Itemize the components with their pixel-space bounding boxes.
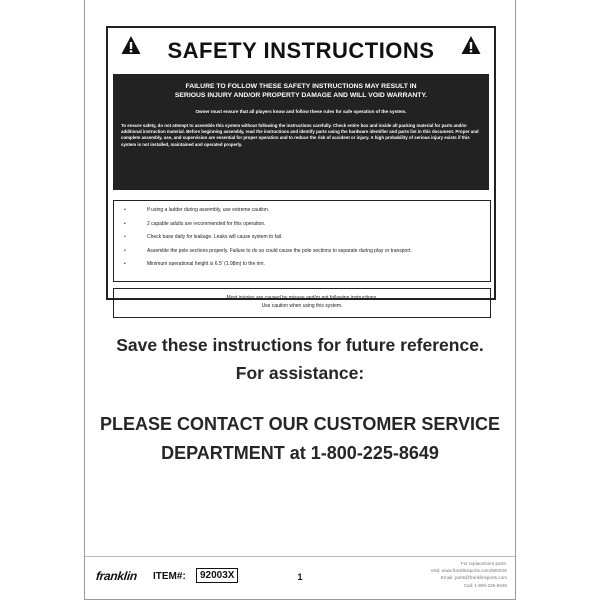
safety-title: SAFETY INSTRUCTIONS	[167, 38, 435, 63]
list-item-text: 2 capable adults are recommended for this operation.	[147, 220, 266, 227]
replacement-parts-info	[430, 560, 507, 589]
list-item-text: If using a ladder during assembly, use extreme caution.	[147, 207, 270, 213]
list-item-text: Check base daily for leakage. Leaks will cause system to fail.	[147, 234, 283, 241]
list-item	[122, 234, 482, 248]
warning-headline-line1: FAILURE TO FOLLOW THESE SAFETY INSTRUCTIONS MAY RESULT IN	[185, 83, 417, 90]
contact-text-line1: PLEASE CONTACT OUR CUSTOMER SERVICE	[99, 414, 501, 434]
contact-text-line2: DEPARTMENT at 1-800-225-8649	[161, 443, 439, 463]
bullet: •	[124, 234, 126, 241]
page-number: 1	[297, 572, 303, 582]
list-item-text: Assemble the pole sections properly. Failure to do so could cause the pole sections to separate during play or transport.	[147, 247, 412, 254]
misuse-note-line2: Use caution when using this system.	[261, 303, 343, 309]
safety-body-paragraph: To ensure safety, do not attempt to assemble this system without following the instructions carefully. Check entire box and inside all packing material for parts and/or additional instruction material. Before beginning assembly, read the instructions and identify parts using the hardware identifier and parts list in this document. Proper and complete assembly, use, and supervision are essential for proper operation and to reduce the risk of accident or injury. A high probability of serious injury exists if this system is not installed, maintained and operated properly.	[121, 123, 479, 147]
bullet: •	[124, 261, 126, 268]
assistance-heading: For assistance:	[235, 363, 365, 383]
save-instructions-text: Save these instructions for future reference.	[116, 335, 484, 355]
list-item	[122, 207, 482, 221]
instruction-page	[84, 0, 516, 600]
warning-headline-line2: SERIOUS INJURY AND/OR PROPERTY DAMAGE AND WILL VOID WARRANTY.	[174, 92, 428, 99]
owner-notice: Owner must ensure that all players know and follow these rules for safe operation of the system.	[195, 109, 407, 114]
franklin-logo: franklin	[95, 569, 138, 583]
bullet: •	[124, 207, 126, 213]
parts-info-line2: Visit: www.franklinsports.com/90003X	[430, 568, 507, 574]
bullet: •	[124, 247, 126, 254]
list-item	[122, 261, 482, 275]
warning-triangle-icon	[121, 35, 141, 55]
safety-checklist	[113, 200, 491, 282]
list-item-text: Minimum operational height is 6.5' (1.98m) to the rim.	[147, 261, 265, 268]
bullet: •	[124, 220, 126, 227]
warning-triangle-icon	[461, 35, 481, 55]
list-item	[122, 248, 482, 262]
misuse-note	[113, 288, 491, 318]
list-item	[122, 221, 482, 235]
parts-info-line4: Call: 1-800-225-8649	[463, 582, 507, 588]
parts-info-line3: Email: parts@franklinsports.com	[440, 575, 507, 581]
parts-info-line1: For replacement parts:	[460, 561, 507, 566]
item-label: ITEM#:	[153, 571, 186, 582]
safety-title-row	[108, 34, 494, 68]
warning-panel	[113, 74, 489, 190]
footer-divider	[85, 556, 515, 557]
warning-headline	[121, 82, 481, 100]
safety-instructions-box	[106, 26, 496, 309]
item-number: 92003X	[196, 568, 238, 583]
misuse-note-line1: Most injuries are caused by misuse and/or not following instructions.	[226, 295, 378, 301]
